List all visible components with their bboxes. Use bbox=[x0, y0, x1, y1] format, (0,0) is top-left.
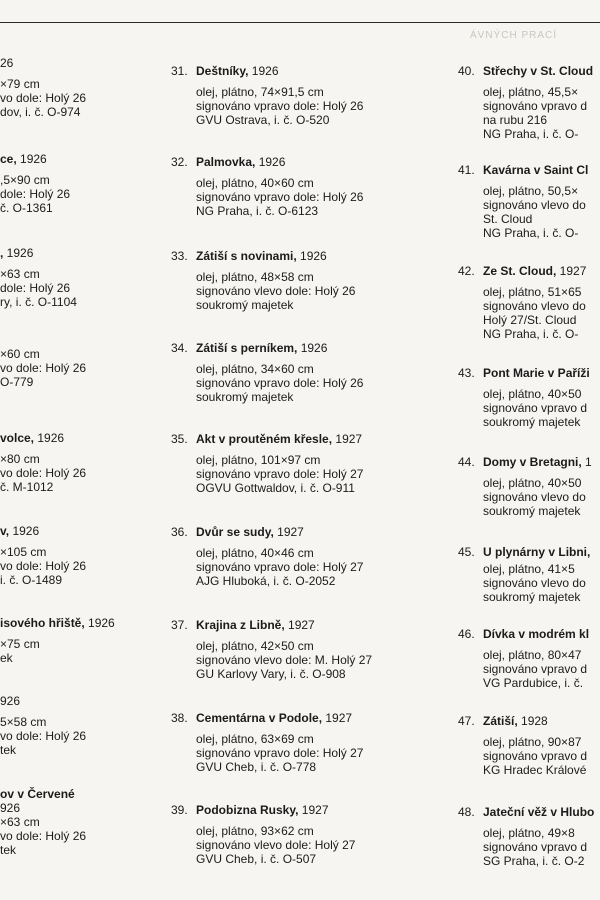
entry-title: Dívka v modrém kl bbox=[483, 627, 590, 641]
entry-medium: olej, plátno, 74×91,5 cm bbox=[196, 85, 324, 99]
catalog-entry bbox=[458, 627, 600, 690]
entry-heading bbox=[458, 264, 600, 278]
entry-medium: olej, plátno, 63×69 cm bbox=[196, 732, 314, 746]
entry-heading bbox=[171, 341, 471, 355]
entry-collection: NG Praha, i. č. O-6123 bbox=[196, 204, 319, 218]
entry-title: U plynárny v Libni, bbox=[483, 545, 591, 559]
entry-number: 41. bbox=[458, 163, 475, 177]
entry-medium: olej, plátno, 40×50 bbox=[483, 387, 582, 401]
entry-signature: signováno vlevo do bbox=[483, 576, 586, 590]
entry-title: Krajina z Libně, bbox=[196, 618, 285, 632]
catalog-entry bbox=[458, 64, 600, 141]
entry-heading bbox=[458, 627, 600, 641]
entry-heading bbox=[171, 711, 471, 725]
entry-number: 44. bbox=[458, 455, 475, 469]
entry-medium: ×79 cm bbox=[0, 77, 40, 91]
entry-title: Dvůr se sudy, bbox=[196, 525, 274, 539]
entry-title: Akt v proutěném křesle, bbox=[196, 432, 333, 446]
entry-signature: ek bbox=[0, 651, 13, 665]
catalog-entry bbox=[171, 432, 471, 495]
catalog-entry bbox=[458, 163, 600, 240]
entry-signature: signováno vpravo d bbox=[483, 749, 588, 763]
entry-collection: soukromý majetek bbox=[483, 590, 581, 604]
entry-number: 32. bbox=[171, 155, 188, 169]
entry-number: 36. bbox=[171, 525, 188, 539]
entry-year: 26 bbox=[0, 56, 14, 70]
entry-medium: olej, plátno, 90×87 bbox=[483, 735, 582, 749]
entry-collection: NG Praha, i. č. O- bbox=[483, 327, 579, 341]
entry-title: Kavárna v Saint Cl bbox=[483, 163, 589, 177]
entry-title: v, bbox=[0, 524, 10, 538]
entry-year: 926 bbox=[0, 801, 21, 815]
entry-medium: ×80 cm bbox=[0, 452, 40, 466]
entry-year: 1927 bbox=[298, 803, 329, 817]
entry-medium: olej, plátno, 40×50 bbox=[483, 476, 582, 490]
entry-year: 1926 bbox=[84, 616, 115, 630]
entry-year: 926 bbox=[0, 694, 21, 708]
entry-collection: soukromý majetek bbox=[196, 298, 294, 312]
entry-medium: olej, plátno, 80×47 bbox=[483, 648, 582, 662]
entry-title: ov v Červené bbox=[0, 787, 75, 801]
entry-medium: 5×58 cm bbox=[0, 715, 47, 729]
entry-collection: tek bbox=[0, 843, 17, 857]
entry-title: Domy v Bretagni, bbox=[483, 455, 582, 469]
entry-title: , bbox=[0, 246, 4, 260]
entry-title: Jateční věž v Hlubo bbox=[483, 805, 595, 819]
entry-note: Holý 27/St. Cloud bbox=[483, 313, 577, 327]
entry-heading bbox=[171, 64, 471, 78]
entry-title: Deštníky, bbox=[196, 64, 249, 78]
entry-year: 1926 bbox=[3, 246, 34, 260]
entry-heading bbox=[458, 64, 600, 78]
entry-medium: ×63 cm bbox=[0, 815, 40, 829]
entry-collection: č. M-1012 bbox=[0, 480, 54, 494]
entry-signature: signováno vlevo dole: Holý 27 bbox=[196, 838, 356, 852]
catalog-entry bbox=[171, 711, 471, 774]
entry-signature: signováno vlevo do bbox=[483, 490, 586, 504]
entry-number: 31. bbox=[171, 64, 188, 78]
entry-signature: signováno vlevo dole: Holý 26 bbox=[196, 284, 356, 298]
entry-year: 1926 bbox=[34, 431, 65, 445]
entry-year: 1926 bbox=[9, 524, 40, 538]
entry-title: ce, bbox=[0, 152, 17, 166]
entry-signature: vo dole: Holý 26 bbox=[0, 466, 87, 480]
entry-heading bbox=[171, 618, 471, 632]
entry-medium: ×105 cm bbox=[0, 545, 47, 559]
entry-year: 1927 bbox=[284, 618, 315, 632]
entry-title: isového hřiště, bbox=[0, 616, 85, 630]
bleed-through-heading: ÁVNÝCH PRACÍ bbox=[470, 30, 558, 41]
entry-number: 34. bbox=[171, 341, 188, 355]
entry-title: Zátiší s novinami, bbox=[196, 249, 297, 263]
entry-medium: olej, plátno, 45,5× bbox=[483, 85, 579, 99]
entry-heading bbox=[171, 432, 471, 446]
entry-signature: signováno vpravo dole: Holý 26 bbox=[196, 99, 364, 113]
entry-heading bbox=[458, 805, 600, 819]
entry-year: 1927 bbox=[332, 432, 363, 446]
entry-number: 48. bbox=[458, 805, 475, 819]
entry-heading bbox=[171, 525, 471, 539]
entry-year: 1926 bbox=[296, 249, 327, 263]
entry-collection: ry, i. č. O-1104 bbox=[0, 295, 77, 309]
entry-heading bbox=[171, 155, 471, 169]
entry-year: 1927 bbox=[556, 264, 587, 278]
entry-number: 35. bbox=[171, 432, 188, 446]
entry-title: Podobizna Rusky, bbox=[196, 803, 299, 817]
entry-heading bbox=[171, 803, 471, 817]
entry-heading bbox=[458, 545, 600, 559]
catalog-entry bbox=[171, 341, 471, 404]
entry-signature: signováno vpravo dole: Holý 27 bbox=[196, 560, 364, 574]
entry-signature: signováno vpravo d bbox=[483, 662, 588, 676]
entry-signature: signováno vlevo do bbox=[483, 198, 586, 212]
entry-collection: GVU Ostrava, i. č. O-520 bbox=[196, 113, 330, 127]
entry-signature: signováno vpravo d bbox=[483, 99, 588, 113]
catalog-entry bbox=[171, 618, 471, 681]
entry-collection: O-779 bbox=[0, 375, 34, 389]
catalog-entry bbox=[171, 249, 471, 312]
entry-heading bbox=[0, 787, 300, 801]
entry-medium: olej, plátno, 40×60 cm bbox=[196, 176, 314, 190]
entry-medium: ×60 cm bbox=[0, 347, 40, 361]
entry-collection: OGVU Gottwaldov, i. č. O-911 bbox=[196, 481, 355, 495]
catalog-entry bbox=[458, 264, 600, 341]
entry-signature: signováno vpravo dole: Holý 26 bbox=[196, 190, 364, 204]
entry-year: 1927 bbox=[322, 711, 353, 725]
entry-medium: olej, plátno, 41×5 bbox=[483, 562, 575, 576]
entry-medium: olej, plátno, 93×62 cm bbox=[196, 824, 314, 838]
entry-collection: GVU Cheb, i. č. O-778 bbox=[196, 760, 317, 774]
entry-collection: dov, i. č. O-974 bbox=[0, 105, 81, 119]
entry-title: Zátiší s perníkem, bbox=[196, 341, 298, 355]
entry-collection: GU Karlovy Vary, i. č. O-908 bbox=[196, 667, 346, 681]
entry-signature: signováno vpravo dole: Holý 27 bbox=[196, 467, 364, 481]
entry-collection: KG Hradec Králové bbox=[483, 763, 587, 777]
entry-title: Cementárna v Podole, bbox=[196, 711, 323, 725]
entry-heading bbox=[458, 366, 600, 380]
entry-year: 1927 bbox=[273, 525, 304, 539]
entry-number: 45. bbox=[458, 545, 475, 559]
entry-number: 38. bbox=[171, 711, 188, 725]
catalog-entry bbox=[458, 714, 600, 777]
entry-signature: signováno vpravo d bbox=[483, 840, 588, 854]
entry-year: 1926 bbox=[248, 64, 279, 78]
entry-signature: signováno vpravo dole: Holý 26 bbox=[196, 376, 364, 390]
entry-year: 1 bbox=[581, 455, 592, 469]
entry-year: 1926 bbox=[16, 152, 47, 166]
catalog-entry bbox=[458, 545, 600, 604]
entry-medium: olej, plátno, 51×65 bbox=[483, 285, 582, 299]
entry-signature: vo dole: Holý 26 bbox=[0, 559, 87, 573]
entry-collection: NG Praha, i. č. O- bbox=[483, 226, 579, 240]
catalog-entry bbox=[171, 803, 471, 866]
entry-collection: GVU Cheb, i. č. O-507 bbox=[196, 852, 317, 866]
catalog-entry bbox=[458, 366, 600, 429]
entry-heading bbox=[458, 163, 600, 177]
entry-number: 43. bbox=[458, 366, 475, 380]
entry-collection: i. č. O-1489 bbox=[0, 573, 63, 587]
entry-collection: VG Pardubice, i. č. bbox=[483, 676, 584, 690]
entry-medium: olej, plátno, 42×50 cm bbox=[196, 639, 314, 653]
entry-number: 47. bbox=[458, 714, 475, 728]
entry-note: na rubu 216 bbox=[483, 113, 548, 127]
entry-year: 1928 bbox=[517, 714, 548, 728]
entry-title: volce, bbox=[0, 431, 35, 445]
entry-collection: soukromý majetek bbox=[196, 390, 294, 404]
entry-medium: olej, plátno, 101×97 cm bbox=[196, 453, 321, 467]
entry-heading bbox=[0, 694, 300, 708]
entry-number: 40. bbox=[458, 64, 475, 78]
entry-number: 37. bbox=[171, 618, 188, 632]
entry-title: Pont Marie v Paříži bbox=[483, 366, 590, 380]
catalog-entry bbox=[171, 525, 471, 588]
entry-medium: olej, plátno, 49×8 bbox=[483, 826, 575, 840]
entry-signature: vo dole: Holý 26 bbox=[0, 91, 87, 105]
entry-signature: vo dole: Holý 26 bbox=[0, 829, 87, 843]
entry-title: Střechy v St. Cloud bbox=[483, 64, 594, 78]
entry-collection: tek bbox=[0, 743, 17, 757]
entry-signature: signováno vlevo do bbox=[483, 299, 586, 313]
entry-collection: soukromý majetek bbox=[483, 504, 581, 518]
entry-note: St. Cloud bbox=[483, 212, 533, 226]
entry-title: Zátiší, bbox=[483, 714, 518, 728]
entry-heading bbox=[458, 714, 600, 728]
catalog-entry bbox=[171, 155, 471, 218]
entry-medium: ×63 cm bbox=[0, 267, 40, 281]
catalog-entry bbox=[171, 64, 471, 127]
entry-collection: soukromý majetek bbox=[483, 415, 581, 429]
entry-medium: olej, plátno, 50,5× bbox=[483, 184, 579, 198]
top-rule bbox=[0, 22, 600, 23]
entry-medium: ×75 cm bbox=[0, 637, 40, 651]
entry-medium: olej, plátno, 34×60 cm bbox=[196, 362, 314, 376]
entry-medium: olej, plátno, 48×58 cm bbox=[196, 270, 314, 284]
entry-heading bbox=[458, 455, 600, 469]
entry-year: 1926 bbox=[297, 341, 328, 355]
entry-signature: vo dole: Holý 26 bbox=[0, 729, 87, 743]
entry-signature: signováno vlevo dole: M. Holý 27 bbox=[196, 653, 373, 667]
entry-signature: dole: Holý 26 bbox=[0, 281, 71, 295]
entry-collection: AJG Hluboká, i. č. O-2052 bbox=[196, 574, 336, 588]
entry-signature: dole: Holý 26 bbox=[0, 187, 71, 201]
entry-signature: vo dole: Holý 26 bbox=[0, 361, 87, 375]
entry-heading bbox=[171, 249, 471, 263]
catalog-entry bbox=[458, 805, 600, 868]
catalog-entry bbox=[458, 455, 600, 518]
entry-collection: č. O-1361 bbox=[0, 201, 53, 215]
entry-medium: olej, plátno, 40×46 cm bbox=[196, 546, 314, 560]
entry-signature: signováno vpravo d bbox=[483, 401, 588, 415]
entry-title: Palmovka, bbox=[196, 155, 256, 169]
entry-collection: NG Praha, i. č. O- bbox=[483, 127, 579, 141]
entry-signature: signováno vpravo dole: Holý 27 bbox=[196, 746, 364, 760]
entry-collection: SG Praha, i. č. O-2 bbox=[483, 854, 585, 868]
entry-number: 46. bbox=[458, 627, 475, 641]
entry-medium: ,5×90 cm bbox=[0, 173, 50, 187]
entry-year: 1926 bbox=[255, 155, 286, 169]
entry-number: 42. bbox=[458, 264, 475, 278]
entry-number: 39. bbox=[171, 803, 188, 817]
entry-number: 33. bbox=[171, 249, 188, 263]
entry-title: Ze St. Cloud, bbox=[483, 264, 557, 278]
